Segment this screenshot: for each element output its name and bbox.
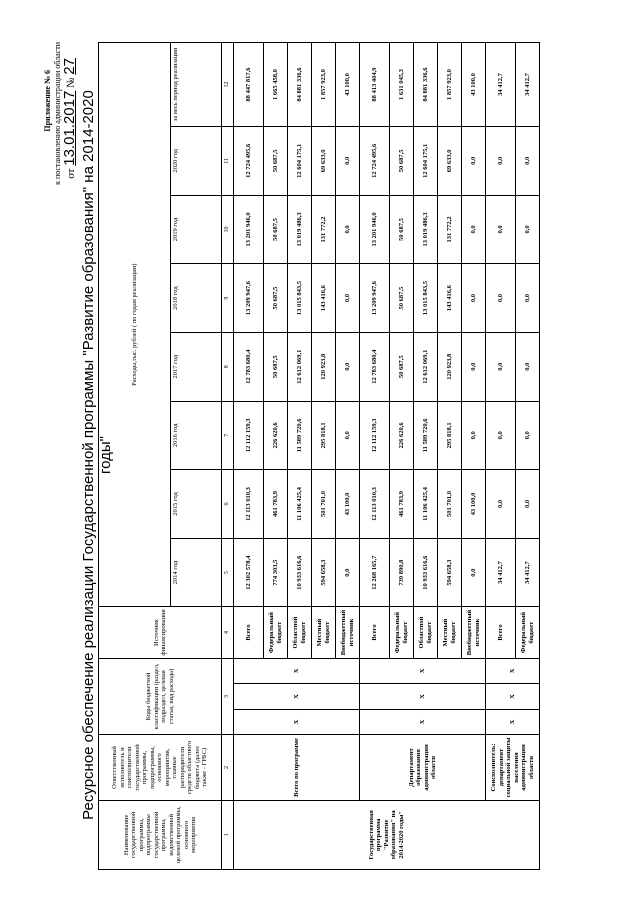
year-value-cell: 0,0: [486, 126, 516, 195]
column-index: 10: [222, 195, 234, 264]
year-value-cell: 0,0: [462, 126, 486, 195]
year-value-cell: 0,0: [462, 538, 486, 607]
appendix-number: 27: [61, 58, 78, 75]
column-index: 12: [222, 43, 234, 127]
year-value-cell: 50 687,5: [264, 126, 288, 195]
year-value-cell: 501 701,0: [438, 470, 462, 539]
header-year: 2015 год: [171, 470, 222, 539]
total-value-cell: 1 857 923,0: [438, 43, 462, 127]
year-value-cell: 12 268 165,7: [360, 538, 390, 607]
executor-cell: Соисполнитель: департамент социальной защиты населения администрации области: [486, 735, 540, 800]
year-value-cell: 0,0: [336, 264, 360, 333]
funding-source-cell: Областной бюджет: [288, 607, 312, 658]
total-value-cell: 84 881 336,6: [288, 43, 312, 127]
funding-source-cell: Всего: [486, 607, 516, 658]
total-value-cell: 1 665 458,0: [264, 43, 288, 127]
budget-code-cell: X: [360, 709, 486, 735]
year-value-cell: 739 890,8: [390, 538, 414, 607]
year-value-cell: 50 687,5: [264, 195, 288, 264]
year-value-cell: 11 106 425,4: [288, 470, 312, 539]
column-index: 2: [222, 735, 234, 800]
header-program-name: Наименование государственной программы, подпрограммы государственной программы, ведомственной целевой программы, основного мероприятия: [99, 800, 222, 869]
year-value-cell: 69 633,0: [312, 126, 336, 195]
year-value-cell: 594 658,3: [312, 538, 336, 607]
table-row: [486, 43, 516, 870]
year-value-cell: 226 620,6: [390, 401, 414, 470]
year-value-cell: 12 783 680,4: [234, 332, 264, 401]
year-value-cell: 50 687,5: [264, 332, 288, 401]
funding-source-cell: Местный бюджет: [438, 607, 462, 658]
header-year: 2020 год: [171, 126, 222, 195]
year-value-cell: 11 106 425,4: [414, 470, 438, 539]
column-index: 1: [222, 800, 234, 869]
year-value-cell: 69 633,0: [438, 126, 462, 195]
budget-code-cell: X: [486, 684, 540, 710]
year-value-cell: 12 724 495,6: [234, 126, 264, 195]
year-value-cell: 13 209 947,6: [234, 264, 264, 333]
year-value-cell: 0,0: [462, 195, 486, 264]
year-value-cell: 143 416,6: [312, 264, 336, 333]
year-value-cell: 501 701,0: [312, 470, 336, 539]
year-value-cell: 131 772,2: [438, 195, 462, 264]
total-value-cell: 1 631 045,3: [390, 43, 414, 127]
total-value-cell: 34 412,7: [486, 43, 516, 127]
column-index: 7: [222, 401, 234, 470]
header-funding-source: Источник финансирования: [99, 607, 222, 658]
header-budget-codes: Коды бюджетной классификации (раздел, подраздел, целевая статья, вид расхода): [99, 658, 222, 735]
header-executor: Ответственный исполнитель и соисполнители государственной программы, подпрограммы, основного мероприятия, главные распорядители средств областного бюджета (далее также - ГРБС): [99, 735, 222, 800]
column-index: 3: [222, 658, 234, 735]
funding-source-cell: Внебюджетный источник: [462, 607, 486, 658]
total-value-cell: 1 857 923,0: [312, 43, 336, 127]
year-value-cell: 10 933 616,6: [414, 538, 438, 607]
column-index: 8: [222, 332, 234, 401]
total-value-cell: 88 447 817,6: [234, 43, 264, 127]
budget-code-cell: X: [486, 709, 540, 735]
year-value-cell: 0,0: [486, 401, 516, 470]
year-value-cell: 461 783,9: [390, 470, 414, 539]
year-value-cell: 0,0: [516, 264, 540, 333]
year-value-cell: 0,0: [336, 401, 360, 470]
year-value-cell: 12 112 159,3: [360, 401, 390, 470]
total-value-cell: 84 881 336,6: [414, 43, 438, 127]
column-index: 11: [222, 126, 234, 195]
total-value-cell: 34 412,7: [516, 43, 540, 127]
year-value-cell: 0,0: [486, 195, 516, 264]
year-value-cell: 13 209 947,6: [360, 264, 390, 333]
year-value-cell: 0,0: [486, 332, 516, 401]
total-value-cell: 43 100,0: [462, 43, 486, 127]
budget-code-cell: X: [360, 684, 486, 710]
year-value-cell: 0,0: [336, 195, 360, 264]
budget-code-cell: X: [234, 709, 360, 735]
year-value-cell: 13 015 843,5: [288, 264, 312, 333]
funding-source-cell: Всего: [360, 607, 390, 658]
executor-cell: Всего по программе: [234, 735, 360, 800]
year-value-cell: 0,0: [486, 264, 516, 333]
year-value-cell: 12 112 159,3: [234, 401, 264, 470]
program-name-cell: Государственная программа "Развитие образования" на 2014-2020 годы": [234, 800, 540, 869]
funding-source-cell: Федеральный бюджет: [390, 607, 414, 658]
year-value-cell: 295 818,1: [438, 401, 462, 470]
date-prefix: от: [65, 168, 77, 179]
resource-table: [98, 42, 540, 870]
header-year: 2016 год: [171, 401, 222, 470]
table-row: [360, 43, 390, 870]
year-value-cell: 120 923,8: [312, 332, 336, 401]
year-value-cell: 13 019 486,3: [288, 195, 312, 264]
year-value-cell: 0,0: [516, 126, 540, 195]
year-value-cell: 12 783 680,4: [360, 332, 390, 401]
year-value-cell: 143 416,6: [438, 264, 462, 333]
funding-source-cell: Местный бюджет: [312, 607, 336, 658]
funding-source-cell: Внебюджетный источник: [336, 607, 360, 658]
year-value-cell: 0,0: [462, 401, 486, 470]
year-value-cell: 0,0: [462, 264, 486, 333]
year-value-cell: 12 302 578,4: [234, 538, 264, 607]
year-value-cell: 0,0: [516, 470, 540, 539]
year-value-cell: 226 620,6: [264, 401, 288, 470]
year-value-cell: 0,0: [516, 401, 540, 470]
year-value-cell: 0,0: [336, 332, 360, 401]
executor-cell: Департамент образования администрации области: [360, 735, 486, 800]
year-value-cell: 50 687,5: [390, 126, 414, 195]
year-value-cell: 50 687,5: [390, 264, 414, 333]
column-index-row: [222, 43, 234, 870]
year-value-cell: 131 772,2: [312, 195, 336, 264]
column-index: 9: [222, 264, 234, 333]
year-value-cell: 461 783,9: [264, 470, 288, 539]
table-body: [234, 43, 540, 870]
year-value-cell: 12 113 010,3: [360, 470, 390, 539]
year-value-cell: 50 687,5: [390, 332, 414, 401]
year-value-cell: 34 412,7: [516, 538, 540, 607]
appendix-date: 13.01.2017: [61, 90, 78, 166]
funding-source-cell: Федеральный бюджет: [264, 607, 288, 658]
header-year: 2019 год: [171, 195, 222, 264]
funding-source-cell: Областной бюджет: [414, 607, 438, 658]
year-value-cell: 0,0: [516, 332, 540, 401]
year-value-cell: 12 113 010,3: [234, 470, 264, 539]
header-expenses: Расходы,тыс. рублей ( по годам реализации): [99, 43, 171, 607]
budget-code-cell: X: [486, 658, 540, 684]
total-value-cell: 43 100,0: [336, 43, 360, 127]
appendix-subtitle: к постановлению администрации области: [53, 42, 62, 185]
year-value-cell: 0,0: [516, 195, 540, 264]
document-title: Ресурсное обеспечение реализации Государственной программы "Развитие образования" на 2014-2020 годы": [80, 90, 114, 820]
funding-source-cell: Федеральный бюджет: [516, 607, 540, 658]
year-value-cell: 50 687,5: [390, 195, 414, 264]
column-index: 5: [222, 538, 234, 607]
year-value-cell: 12 612 069,1: [414, 332, 438, 401]
year-value-cell: 13 201 946,0: [234, 195, 264, 264]
budget-code-cell: X: [234, 658, 360, 684]
year-value-cell: 0,0: [336, 126, 360, 195]
appendix-title: Приложение № 6: [43, 70, 52, 132]
year-value-cell: 295 818,1: [312, 401, 336, 470]
year-value-cell: 43 100,0: [462, 470, 486, 539]
year-value-cell: 120 923,8: [438, 332, 462, 401]
year-value-cell: 774 303,5: [264, 538, 288, 607]
year-value-cell: 594 658,3: [438, 538, 462, 607]
year-value-cell: 10 933 616,6: [288, 538, 312, 607]
year-value-cell: 50 687,5: [264, 264, 288, 333]
table-row: [234, 43, 264, 870]
year-value-cell: 0,0: [462, 332, 486, 401]
total-value-cell: 88 413 404,9: [360, 43, 390, 127]
year-value-cell: 12 724 495,6: [360, 126, 390, 195]
number-prefix: №: [65, 77, 77, 88]
year-value-cell: 34 412,7: [486, 538, 516, 607]
year-value-cell: 12 612 069,1: [288, 332, 312, 401]
header-year: 2014 год: [171, 538, 222, 607]
appendix-date-line: [61, 58, 78, 179]
year-value-cell: 13 015 843,5: [414, 264, 438, 333]
year-value-cell: 43 100,0: [336, 470, 360, 539]
header-year: 2018 год: [171, 264, 222, 333]
budget-code-cell: X: [234, 684, 360, 710]
year-value-cell: 0,0: [486, 470, 516, 539]
budget-code-cell: X: [360, 658, 486, 684]
year-value-cell: 13 201 946,0: [360, 195, 390, 264]
year-value-cell: 11 589 720,6: [414, 401, 438, 470]
year-value-cell: 13 019 486,3: [414, 195, 438, 264]
header-total: за весь период реализации: [171, 43, 222, 127]
year-value-cell: 11 589 720,6: [288, 401, 312, 470]
funding-source-cell: Всего: [234, 607, 264, 658]
year-value-cell: 0,0: [336, 538, 360, 607]
year-value-cell: 12 604 175,1: [414, 126, 438, 195]
header-year: 2017 год: [171, 332, 222, 401]
year-value-cell: 12 604 175,1: [288, 126, 312, 195]
column-index: 6: [222, 470, 234, 539]
column-index: 4: [222, 607, 234, 658]
